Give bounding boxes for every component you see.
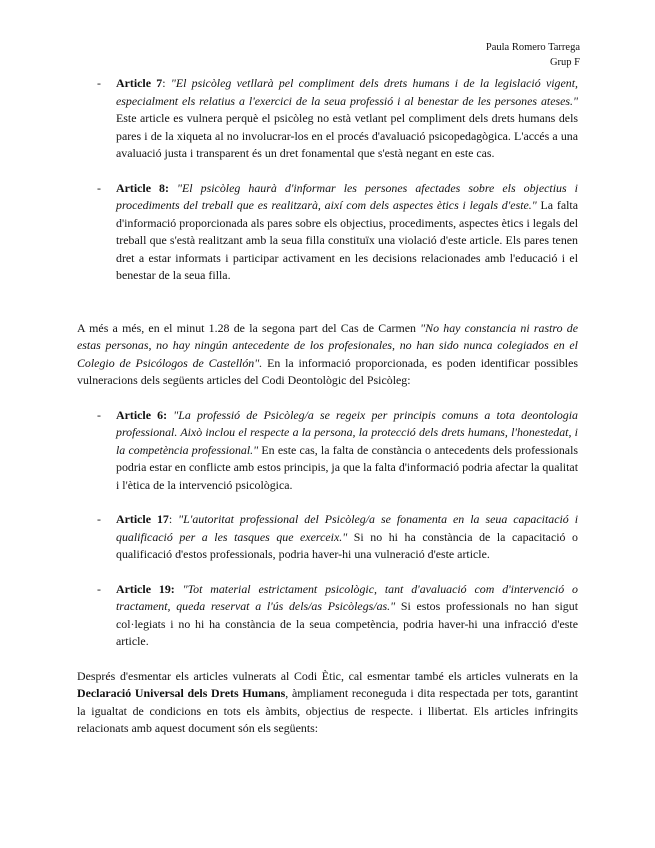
article-list-1: [77, 75, 578, 285]
article-commentary: Si estos professionals no han sigut col·legiats i no hi ha constància de la seua competència, podria haver-hi una infracció d'este article.: [116, 599, 578, 648]
list-item: [77, 180, 578, 285]
article-commentary: En este cas, la falta de constància o antecedents dels professionals podria estar en conflicte amb estos principis, ja que la falta d'informació podria afectar la qualitat i l'ètica de la intervenció psicològica.: [116, 442, 578, 492]
article-quote: "Tot material estrictament psicològic, tant d'avaluació com d'intervenció o tractament, queda reservat a l'ús dels/as Psicòlegs/as.": [116, 581, 578, 613]
document-body: [77, 75, 578, 738]
article-label: Article 6:: [116, 407, 168, 422]
article-commentary: Si no hi ha constància de la capacitació o qualificació d'estos professionals, podria haver-hi una vulneració d'este article.: [116, 529, 578, 561]
article-quote: "La professió de Psicòleg/a se regeix per principis comuns a tota deontologia professional. Això inclou el respecte a la persona, la protecció dels drets humans, l'honestedat, i la competència professional.": [116, 407, 578, 457]
list-item: - Article 7: "El psicòleg vetllarà pel compliment dels drets humans i de la legislació vigent, especialment els relatius a l'exercici de la seua professió i al benestar de les persones ateses." Este article es vulnera perquè el psicòleg no està vetlant pel compliment dels drets humans dels pares i de la xiqueta al no involucrar-los en el procés d'avaluació psicopedagògica. L'accés a una avaluació justa i transparent és un dret fonamental que s'està negant en este cas.: [97, 76, 578, 160]
article-commentary: La falta d'informació proporcionada als pares sobre els objectius, procediments, aspectes ètics i legals del treball que s'està realitzant amb la seua filla constituïx una violació d'este article. Els pares tenen dret a estar informats i participar activament en les decisions relacionades amb l'educació i el benestar de la seua filla.: [116, 198, 578, 282]
list-item: [77, 581, 578, 651]
dash-bullet: -: [97, 407, 101, 422]
list-item: - Article 17: "L'autoritat professional del Psicòleg/a se fonamenta en la seua capacitació i qualificació per a les tasques que exerceix." Si no hi ha constància de la capacitació o qualificació d'estos professionals, podria haver-hi una vulneració d'este article.: [97, 512, 579, 561]
paragraph: A més a més, en el minut 1.28 de la segona part del Cas de Carmen "No hay constancia ni rastro de estas personas, no hay ningún antecedente de los profesionales, no han sido nunca colegiados en el Colegio de Psicólogos de Castellón". En la informació proporcionada, es poden identificar possibles vulneracions dels següents articles del Codi Deontològic del Psicòleg:: [77, 320, 578, 387]
declaration-title: Declaració Universal dels Drets Humans: [77, 686, 286, 700]
article-label: Article 7: [116, 76, 163, 90]
article-quote: "El psicòleg vetllarà pel compliment dels drets humans i de la legislació vigent, especialment els relatius a l'exercici de la seua professió i al benestar de les persones ateses.": [116, 76, 578, 108]
dash-bullet: -: [97, 512, 101, 526]
paragraph-quote: "No hay constancia ni rastro de estas personas, no hay ningún antecedente de los profesionales, no han sido nunca colegiados en el Colegio de Psicólogos de Castellón".: [77, 320, 578, 370]
page-header: [486, 40, 580, 70]
article-commentary: Este article es vulnera perquè el psicòleg no està vetlant pel compliment dels drets humans dels pares i de la xiqueta al no involucrar-los en el procés d'avaluació psicopedagògica. L'accés a una avaluació justa i transparent és un dret fonamental que s'està negant en este cas.: [116, 111, 578, 160]
article-label: Article 8:: [116, 180, 169, 195]
paragraph: Després d'esmentar els articles vulnerats al Codi Ètic, cal esmentar també els articles vulnerats en la Declaració Universal dels Drets Humans, àmpliament reconeguda i dita respectada per tots, garantint la igualtat de condicions en tots els àmbits, objectius de respecte. i llibertat. Els articles infringits relacionats amb aquest document són els següents:: [77, 668, 578, 735]
article-label: Article 19:: [116, 581, 175, 596]
group-label: Grup F: [549, 57, 580, 68]
article-label: Article 17: [116, 512, 169, 526]
article-quote: "L'autoritat professional del Psicòleg/a se fonamenta en la seua capacitació i qualificació per a les tasques que exerceix.": [116, 512, 579, 544]
dash-bullet: -: [97, 581, 101, 596]
article-list-2: [77, 407, 578, 651]
article-quote: "El psicòleg haurà d'informar les persones afectades sobre els objectius i procediments del treball que es realitzarà, així com dels aspectes ètics i legals d'este.": [116, 180, 578, 212]
list-item: [77, 407, 578, 495]
author-name: Paula Romero Tarrega: [485, 42, 580, 53]
dash-bullet: -: [97, 76, 101, 90]
dash-bullet: -: [97, 180, 101, 195]
